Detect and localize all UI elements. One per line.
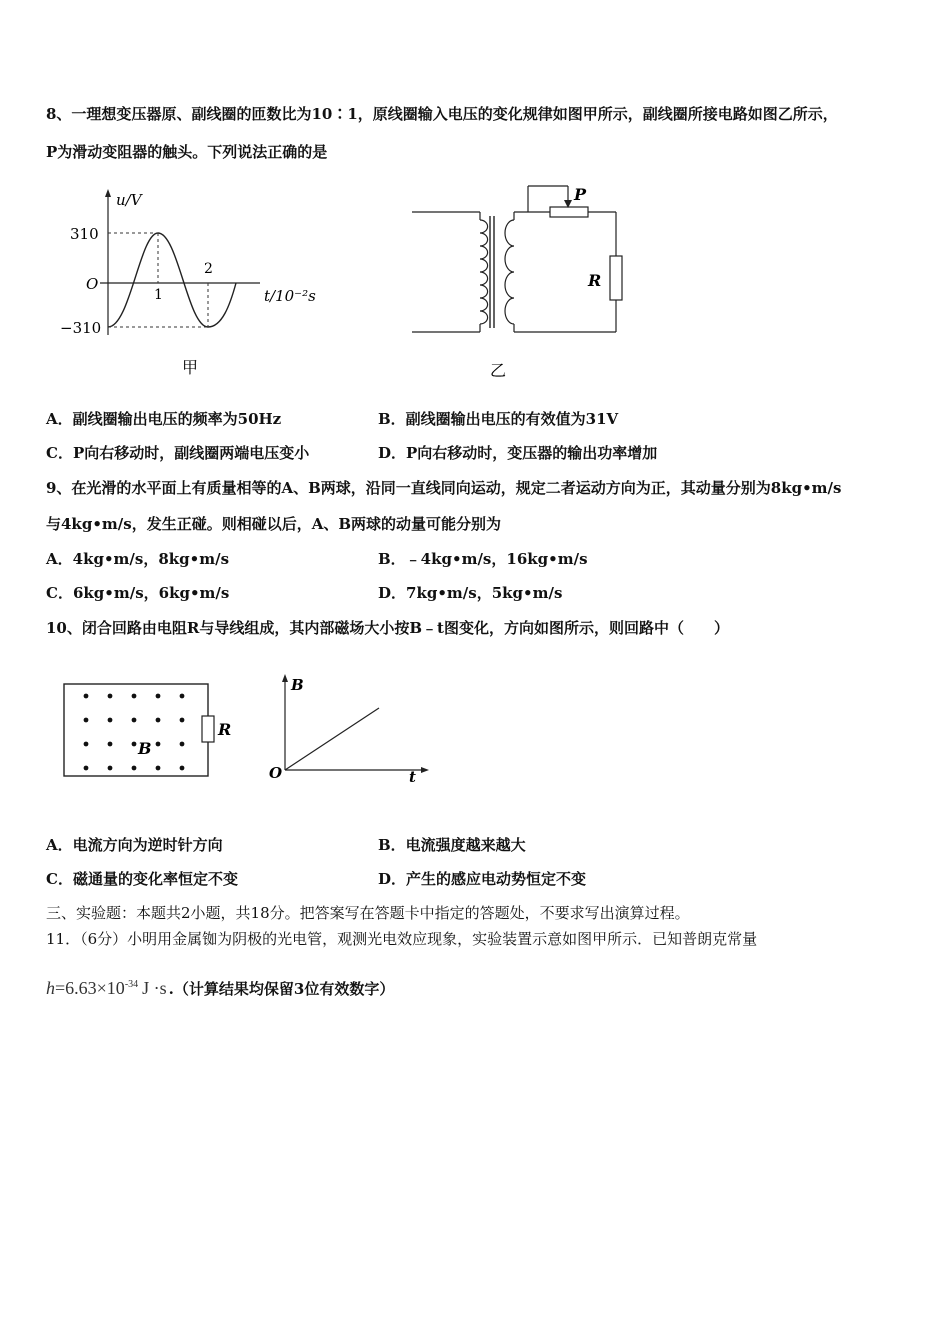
- q8-option-b: B．副线圈输出电压的有效值为31V: [378, 410, 619, 428]
- field-dot: [132, 718, 137, 723]
- field-dot: [84, 694, 89, 699]
- q8-jia-t-label: t/10⁻²s: [264, 287, 316, 305]
- field-dot: [180, 742, 185, 747]
- q11-stem: 11．（6分）小明用金属铷为阴极的光电管，观测光电效应现象，实验装置示意如图甲所示．已知普朗克常量: [46, 930, 758, 948]
- q10-graph-y-label: B: [291, 676, 304, 694]
- field-dot: [108, 694, 113, 699]
- field-dot: [156, 694, 161, 699]
- field-dot: [84, 718, 89, 723]
- q11-note: .（计算结果均保留3位有效数字）: [168, 980, 395, 998]
- q8-jia-tick-1: 1: [154, 287, 163, 303]
- q11-formula-unit: J ·s: [142, 978, 167, 998]
- q10-circuit-label-r: R: [218, 720, 232, 739]
- q8-option-d: D．P向右移动时，变压器的输出功率增加: [378, 444, 658, 462]
- q11-formula-lhs: h: [46, 978, 55, 998]
- q9-option-d: D．7kg•m/s，5kg•m/s: [378, 584, 563, 602]
- q8-jia-y-label: u/V: [116, 191, 142, 209]
- q10-stem: 10、闭合回路由电阻R与导线组成，其内部磁场大小按B﹣t图变化，方向如图所示，则回路中（ ）: [46, 619, 729, 637]
- field-dot: [180, 766, 185, 771]
- q10-figure-circuit: [60, 680, 240, 780]
- q8-jia-tick-310: 310: [70, 225, 99, 243]
- q9-option-c: C．6kg•m/s，6kg•m/s: [46, 584, 230, 602]
- field-dot: [180, 694, 185, 699]
- q10-option-a: A．电流方向为逆时针方向: [46, 836, 223, 854]
- q10-option-d: D．产生的感应电动势恒定不变: [378, 870, 587, 888]
- field-dot: [84, 742, 89, 747]
- field-dot: [156, 742, 161, 747]
- q10-graph-x-label: t: [409, 768, 416, 786]
- q8-option-c: C．P向右移动时，副线圈两端电压变小: [46, 444, 310, 462]
- q11-formula-exponent: -34: [124, 979, 139, 990]
- q10-circuit-label-b: B: [138, 739, 152, 758]
- q8-stem-line2: P为滑动变阻器的触头。下列说法正确的是: [46, 143, 328, 161]
- field-dot: [132, 742, 137, 747]
- q10-option-b: B．电流强度越来越大: [378, 836, 526, 854]
- q8-jia-origin: O: [86, 275, 99, 293]
- q10-graph-origin: O: [269, 764, 283, 782]
- q11-formula: [46, 978, 394, 999]
- q10-figure-graph: [265, 670, 435, 790]
- q8-yi-label-p: P: [574, 185, 587, 204]
- field-dot: [108, 742, 113, 747]
- q8-option-a: A．副线圈输出电压的频率为50Hz: [46, 410, 282, 428]
- field-dot: [84, 766, 89, 771]
- field-dot: [132, 766, 137, 771]
- q8-figure-jia: [60, 185, 350, 385]
- q8-jia-tick-neg310: −310: [60, 319, 102, 337]
- field-dot: [108, 718, 113, 723]
- q8-stem-line1: 8、一理想变压器原、副线圈的匝数比为10∶1，原线圈输入电压的变化规律如图甲所示，副线圈所接电路如图乙所示，: [46, 105, 838, 123]
- q8-yi-label-r: R: [588, 271, 602, 290]
- q9-option-b: B．﹣4kg•m/s，16kg•m/s: [378, 550, 588, 568]
- q8-figure-yi: [410, 180, 640, 380]
- field-dot: [156, 766, 161, 771]
- field-dot: [108, 766, 113, 771]
- q10-option-c: C．磁通量的变化率恒定不变: [46, 870, 238, 888]
- q8-jia-tick-2: 2: [204, 261, 213, 277]
- section-3-heading: 三、实验题：本题共2小题，共18分。把答案写在答题卡中指定的答题处，不要求写出演算过程。: [46, 904, 690, 922]
- field-dot: [132, 694, 137, 699]
- q9-stem-line2: 与4kg•m/s，发生正碰。则相碰以后，A、B两球的动量可能分别为: [46, 515, 502, 533]
- field-dot: [156, 718, 161, 723]
- q9-stem-line1: 9、在光滑的水平面上有质量相等的A、B两球，沿同一直线同向运动，规定二者运动方向为正，其动量分别为8kg•m/s: [46, 479, 842, 497]
- q8-yi-caption: 乙: [490, 361, 507, 380]
- q9-option-a: A．4kg•m/s，8kg•m/s: [46, 550, 230, 568]
- q8-jia-caption: 甲: [182, 358, 199, 377]
- field-dot: [180, 718, 185, 723]
- q11-formula-value: =6.63×10: [55, 978, 125, 998]
